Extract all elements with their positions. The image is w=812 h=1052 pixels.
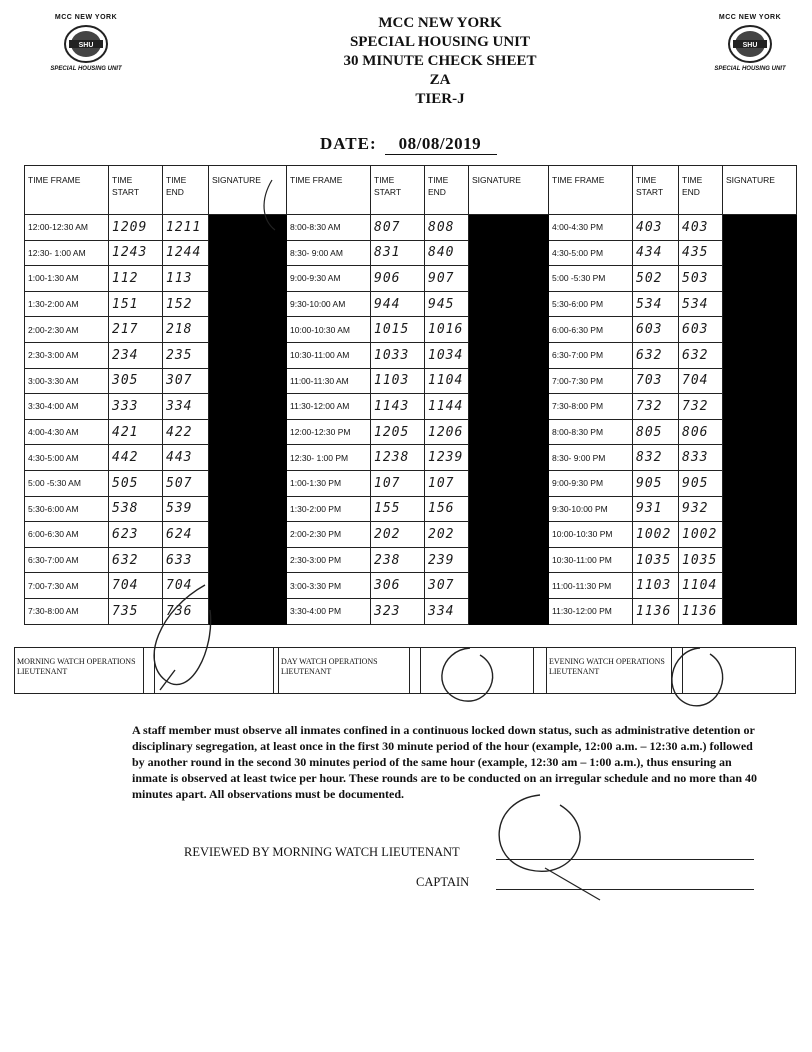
time-frame-cell: 5:00 -5:30 AM — [25, 470, 109, 496]
date-value: 08/08/2019 — [385, 134, 497, 155]
header-line-institution: MCC NEW YORK — [378, 15, 502, 31]
signature-redacted-cell[interactable] — [723, 394, 797, 420]
time-end-cell[interactable]: 534 — [679, 291, 723, 317]
time-end-cell[interactable]: 239 — [425, 547, 469, 573]
time-start-cell[interactable]: 1015 — [371, 317, 425, 343]
time-end-cell[interactable]: 152 — [163, 291, 209, 317]
time-frame-cell: 6:30-7:00 AM — [25, 547, 109, 573]
signature-redacted-cell[interactable] — [723, 266, 797, 292]
table-header-row — [25, 166, 797, 215]
time-start-cell[interactable]: 323 — [371, 598, 425, 624]
signature-redacted-cell[interactable] — [209, 266, 287, 292]
time-end-cell[interactable]: 808 — [425, 215, 469, 241]
time-start-cell[interactable]: 505 — [109, 470, 163, 496]
time-start-cell[interactable]: 502 — [633, 266, 679, 292]
time-frame-cell: 3:30-4:00 PM — [287, 598, 371, 624]
time-frame-cell: 6:00-6:30 PM — [549, 317, 633, 343]
time-start-cell[interactable]: 238 — [371, 547, 425, 573]
signature-redacted-cell[interactable] — [469, 317, 549, 343]
header-line-zone: ZA — [429, 72, 451, 88]
col-time-end: TIME END — [163, 166, 209, 215]
signature-redacted-cell[interactable] — [469, 470, 549, 496]
time-end-cell[interactable]: 840 — [425, 240, 469, 266]
time-end-cell[interactable]: 1035 — [679, 547, 723, 573]
check-sheet-table — [24, 165, 797, 625]
signature-redacted-cell[interactable] — [469, 240, 549, 266]
time-end-cell[interactable]: 218 — [163, 317, 209, 343]
time-end-cell[interactable]: 1144 — [425, 394, 469, 420]
time-end-cell[interactable]: 603 — [679, 317, 723, 343]
time-start-cell[interactable]: 1002 — [633, 522, 679, 548]
divider — [672, 648, 683, 693]
time-end-cell[interactable]: 202 — [425, 522, 469, 548]
table-row — [25, 266, 797, 292]
signature-redacted-cell[interactable] — [209, 522, 287, 548]
time-end-cell[interactable]: 1034 — [425, 342, 469, 368]
time-frame-cell: 3:00-3:30 PM — [287, 573, 371, 599]
time-frame-cell: 7:30-8:00 PM — [549, 394, 633, 420]
signature-redacted-cell[interactable] — [469, 215, 549, 241]
table-row — [25, 445, 797, 471]
time-start-cell[interactable]: 442 — [109, 445, 163, 471]
time-end-cell[interactable]: 736 — [163, 598, 209, 624]
logo-top-text: MCC NEW YORK — [54, 14, 118, 21]
time-frame-cell: 2:30-3:00 PM — [287, 547, 371, 573]
col-time-start: TIME START — [633, 166, 679, 215]
signature-redacted-cell[interactable] — [209, 291, 287, 317]
time-start-cell[interactable]: 807 — [371, 215, 425, 241]
signature-redacted-cell[interactable] — [723, 573, 797, 599]
signature-redacted-cell[interactable] — [209, 598, 287, 624]
time-end-cell[interactable]: 732 — [679, 394, 723, 420]
logo-left — [36, 14, 136, 72]
time-frame-cell: 8:30- 9:00 AM — [287, 240, 371, 266]
time-start-cell[interactable]: 234 — [109, 342, 163, 368]
signature-redacted-cell[interactable] — [469, 496, 549, 522]
time-start-cell[interactable]: 305 — [109, 368, 163, 394]
time-end-cell[interactable]: 932 — [679, 496, 723, 522]
time-end-cell[interactable]: 422 — [163, 419, 209, 445]
time-end-cell[interactable]: 1239 — [425, 445, 469, 471]
signature-redacted-cell[interactable] — [209, 419, 287, 445]
time-start-cell[interactable]: 202 — [371, 522, 425, 548]
col-time-start: TIME START — [109, 166, 163, 215]
signature-redacted-cell[interactable] — [469, 394, 549, 420]
time-frame-cell: 1:00-1:30 AM — [25, 266, 109, 292]
time-end-cell[interactable]: 403 — [679, 215, 723, 241]
time-frame-cell: 11:00-11:30 PM — [549, 573, 633, 599]
time-frame-cell: 12:30- 1:00 PM — [287, 445, 371, 471]
time-start-cell[interactable]: 1205 — [371, 419, 425, 445]
time-frame-cell: 1:30-2:00 PM — [287, 496, 371, 522]
evening-watch-label-cell — [547, 648, 672, 693]
header-line-tier: TIER-J — [415, 91, 465, 107]
review-captain-label: CAPTAIN — [416, 875, 470, 889]
time-frame-cell: 11:30-12:00 AM — [287, 394, 371, 420]
signature-redacted-cell[interactable] — [723, 598, 797, 624]
col-time-frame: TIME FRAME — [287, 166, 371, 215]
time-start-cell[interactable]: 107 — [371, 470, 425, 496]
time-frame-cell: 9:00-9:30 PM — [549, 470, 633, 496]
signature-redacted-cell[interactable] — [209, 317, 287, 343]
time-frame-cell: 4:00-4:30 AM — [25, 419, 109, 445]
table-row — [25, 598, 797, 624]
time-frame-cell: 8:00-8:30 AM — [287, 215, 371, 241]
evening-watch-signature[interactable] — [683, 648, 795, 693]
table-row — [25, 240, 797, 266]
time-start-cell[interactable]: 831 — [371, 240, 425, 266]
table-row — [25, 394, 797, 420]
signature-redacted-cell[interactable] — [723, 445, 797, 471]
signature-redacted-cell[interactable] — [209, 368, 287, 394]
time-frame-cell: 6:30-7:00 PM — [549, 342, 633, 368]
signature-redacted-cell[interactable] — [723, 547, 797, 573]
time-frame-cell: 10:00-10:30 PM — [549, 522, 633, 548]
table-row — [25, 573, 797, 599]
time-frame-cell: 5:00 -5:30 PM — [549, 266, 633, 292]
time-start-cell[interactable]: 905 — [633, 470, 679, 496]
time-end-cell[interactable]: 235 — [163, 342, 209, 368]
time-frame-cell: 8:30- 9:00 PM — [549, 445, 633, 471]
table-row — [25, 368, 797, 394]
table-row — [25, 496, 797, 522]
time-frame-cell: 5:30-6:00 AM — [25, 496, 109, 522]
signature-redacted-cell[interactable] — [209, 496, 287, 522]
time-frame-cell: 2:00-2:30 AM — [25, 317, 109, 343]
time-start-cell[interactable]: 1238 — [371, 445, 425, 471]
time-frame-cell: 7:30-8:00 AM — [25, 598, 109, 624]
time-start-cell[interactable]: 732 — [633, 394, 679, 420]
signature-redacted-cell[interactable] — [723, 496, 797, 522]
time-frame-cell: 3:00-3:30 AM — [25, 368, 109, 394]
logo-bottom-text: SPECIAL HOUSING UNIT — [50, 66, 122, 72]
signature-redacted-cell[interactable] — [723, 317, 797, 343]
signature-redacted-cell[interactable] — [723, 291, 797, 317]
table-row — [25, 291, 797, 317]
time-start-cell[interactable]: 151 — [109, 291, 163, 317]
time-frame-cell: 9:30-10:00 AM — [287, 291, 371, 317]
signature-redacted-cell[interactable] — [209, 445, 287, 471]
time-frame-cell: 10:30-11:00 AM — [287, 342, 371, 368]
time-end-cell[interactable]: 633 — [163, 547, 209, 573]
time-start-cell[interactable]: 1209 — [109, 215, 163, 241]
time-frame-cell: 6:00-6:30 AM — [25, 522, 109, 548]
time-start-cell[interactable]: 534 — [633, 291, 679, 317]
time-end-cell[interactable]: 443 — [163, 445, 209, 471]
time-start-cell[interactable]: 421 — [109, 419, 163, 445]
instructions-paragraph: A staff member must observe all inmates confined in a continuous locked down status, such as administrative detention or disciplinary segregation, at least once in the first 30 minute period of the hour (example, 12:00 a.m. – 12:30 a.m.) followed by another round in the second 30 minutes period of the same hour (example, 12:30 am – 1:00 a.m.), thus ensuring an inmate is observed at least twice per hour. These rounds are to be conducted on an irregular schedule and no more than 40 minutes apart. All observations must be documented. — [132, 723, 758, 801]
table-row — [25, 547, 797, 573]
table-row — [25, 470, 797, 496]
time-end-cell[interactable]: 806 — [679, 419, 723, 445]
time-end-cell[interactable]: 704 — [163, 573, 209, 599]
col-signature: SIGNATURE — [723, 166, 797, 215]
time-frame-cell: 1:00-1:30 PM — [287, 470, 371, 496]
time-start-cell[interactable]: 1033 — [371, 342, 425, 368]
time-end-cell[interactable]: 905 — [679, 470, 723, 496]
time-start-cell[interactable]: 704 — [109, 573, 163, 599]
time-start-cell[interactable]: 603 — [633, 317, 679, 343]
time-frame-cell: 12:00-12:30 PM — [287, 419, 371, 445]
evening-watch-label: EVENING WATCH OPERATIONS LIEUTENANT — [549, 657, 665, 676]
time-start-cell[interactable]: 623 — [109, 522, 163, 548]
svg-text:SHU: SHU — [78, 42, 94, 49]
signature-redacted-cell[interactable] — [723, 215, 797, 241]
signature-redacted-cell[interactable] — [209, 240, 287, 266]
table-row — [25, 522, 797, 548]
col-time-frame: TIME FRAME — [549, 166, 633, 215]
signature-redacted-cell[interactable] — [469, 291, 549, 317]
signature-redacted-cell[interactable] — [469, 573, 549, 599]
time-start-cell[interactable]: 1103 — [371, 368, 425, 394]
time-end-cell[interactable]: 1016 — [425, 317, 469, 343]
time-frame-cell: 9:00-9:30 AM — [287, 266, 371, 292]
col-signature: SIGNATURE — [209, 166, 287, 215]
morning-watch-signature[interactable] — [155, 648, 274, 693]
signature-redacted-cell[interactable] — [209, 547, 287, 573]
time-end-cell[interactable]: 539 — [163, 496, 209, 522]
time-frame-cell: 10:30-11:00 PM — [549, 547, 633, 573]
signature-redacted-cell[interactable] — [723, 522, 797, 548]
document-header — [250, 14, 630, 109]
review-lieutenant-label: REVIEWED BY MORNING WATCH LIEUTENANT — [184, 845, 460, 859]
signature-redacted-cell[interactable] — [723, 342, 797, 368]
time-start-cell[interactable]: 906 — [371, 266, 425, 292]
time-end-cell[interactable]: 507 — [163, 470, 209, 496]
header-line-unit: SPECIAL HOUSING UNIT — [349, 34, 531, 50]
divider — [534, 648, 547, 693]
morning-watch-label-cell — [15, 648, 144, 693]
time-frame-cell: 12:30- 1:00 AM — [25, 240, 109, 266]
time-start-cell[interactable]: 1103 — [633, 573, 679, 599]
signature-redacted-cell[interactable] — [469, 342, 549, 368]
time-start-cell[interactable]: 832 — [633, 445, 679, 471]
signature-redacted-cell[interactable] — [209, 215, 287, 241]
time-frame-cell: 1:30-2:00 AM — [25, 291, 109, 317]
time-end-cell[interactable]: 907 — [425, 266, 469, 292]
signature-redacted-cell[interactable] — [723, 240, 797, 266]
time-frame-cell: 2:00-2:30 PM — [287, 522, 371, 548]
time-start-cell[interactable]: 217 — [109, 317, 163, 343]
time-frame-cell: 9:30-10:00 PM — [549, 496, 633, 522]
divider — [144, 648, 155, 693]
signature-redacted-cell[interactable] — [469, 547, 549, 573]
time-start-cell[interactable]: 735 — [109, 598, 163, 624]
date-label: DATE: — [320, 134, 377, 153]
time-end-cell[interactable]: 435 — [679, 240, 723, 266]
time-frame-cell: 12:00-12:30 AM — [25, 215, 109, 241]
col-time-start: TIME START — [371, 166, 425, 215]
table-row — [25, 215, 797, 241]
time-start-cell[interactable]: 1136 — [633, 598, 679, 624]
time-frame-cell: 4:30-5:00 PM — [549, 240, 633, 266]
time-end-cell[interactable]: 307 — [163, 368, 209, 394]
time-end-cell[interactable]: 1244 — [163, 240, 209, 266]
date-line — [320, 134, 497, 155]
time-frame-cell: 10:00-10:30 AM — [287, 317, 371, 343]
table-row — [25, 342, 797, 368]
time-end-cell[interactable]: 334 — [425, 598, 469, 624]
signature-redacted-cell[interactable] — [469, 368, 549, 394]
time-start-cell[interactable]: 632 — [109, 547, 163, 573]
time-start-cell[interactable]: 703 — [633, 368, 679, 394]
time-frame-cell: 4:00-4:30 PM — [549, 215, 633, 241]
signature-redacted-cell[interactable] — [209, 573, 287, 599]
signature-redacted-cell[interactable] — [469, 266, 549, 292]
col-signature: SIGNATURE — [469, 166, 549, 215]
time-start-cell[interactable]: 931 — [633, 496, 679, 522]
time-end-cell[interactable]: 1104 — [425, 368, 469, 394]
time-end-cell[interactable]: 624 — [163, 522, 209, 548]
signature-redacted-cell[interactable] — [723, 368, 797, 394]
signature-redacted-cell[interactable] — [209, 394, 287, 420]
time-end-cell[interactable]: 1136 — [679, 598, 723, 624]
signature-redacted-cell[interactable] — [469, 598, 549, 624]
time-end-cell[interactable]: 704 — [679, 368, 723, 394]
logo-bottom-text: SPECIAL HOUSING UNIT — [714, 66, 786, 72]
time-end-cell[interactable]: 1206 — [425, 419, 469, 445]
col-time-end: TIME END — [679, 166, 723, 215]
time-start-cell[interactable]: 1035 — [633, 547, 679, 573]
time-start-cell[interactable]: 155 — [371, 496, 425, 522]
time-frame-cell: 7:00-7:30 AM — [25, 573, 109, 599]
day-watch-label-cell — [279, 648, 410, 693]
shu-seal-icon — [727, 24, 773, 64]
logo-top-text: MCC NEW YORK — [718, 14, 782, 21]
divider — [410, 648, 421, 693]
time-end-cell[interactable]: 1002 — [679, 522, 723, 548]
time-end-cell[interactable]: 156 — [425, 496, 469, 522]
time-start-cell[interactable]: 944 — [371, 291, 425, 317]
review-lieutenant-signature-line[interactable] — [496, 859, 754, 860]
time-frame-cell: 4:30-5:00 AM — [25, 445, 109, 471]
signature-redacted-cell[interactable] — [469, 445, 549, 471]
time-end-cell[interactable]: 632 — [679, 342, 723, 368]
time-end-cell[interactable]: 113 — [163, 266, 209, 292]
time-start-cell[interactable]: 632 — [633, 342, 679, 368]
time-frame-cell: 5:30-6:00 PM — [549, 291, 633, 317]
time-end-cell[interactable]: 503 — [679, 266, 723, 292]
header-line-sheet-title: 30 MINUTE CHECK SHEET — [343, 53, 537, 69]
time-end-cell[interactable]: 107 — [425, 470, 469, 496]
time-frame-cell: 11:30-12:00 PM — [549, 598, 633, 624]
signature-redacted-cell[interactable] — [209, 470, 287, 496]
time-end-cell[interactable]: 945 — [425, 291, 469, 317]
time-start-cell[interactable]: 306 — [371, 573, 425, 599]
signature-redacted-cell[interactable] — [723, 470, 797, 496]
logo-right — [700, 14, 800, 72]
signature-redacted-cell[interactable] — [209, 342, 287, 368]
day-watch-signature[interactable] — [421, 648, 534, 693]
time-end-cell[interactable]: 1104 — [679, 573, 723, 599]
morning-watch-label: MORNING WATCH OPERATIONS LIEUTENANT — [17, 657, 136, 676]
time-end-cell[interactable]: 833 — [679, 445, 723, 471]
day-watch-label: DAY WATCH OPERATIONS LIEUTENANT — [281, 657, 378, 676]
time-start-cell[interactable]: 434 — [633, 240, 679, 266]
table-row — [25, 317, 797, 343]
time-frame-cell: 2:30-3:00 AM — [25, 342, 109, 368]
col-time-end: TIME END — [425, 166, 469, 215]
time-start-cell[interactable]: 805 — [633, 419, 679, 445]
time-start-cell[interactable]: 403 — [633, 215, 679, 241]
time-start-cell[interactable]: 1243 — [109, 240, 163, 266]
col-time-frame: TIME FRAME — [25, 166, 109, 215]
svg-text:SHU: SHU — [742, 42, 758, 49]
time-end-cell[interactable]: 334 — [163, 394, 209, 420]
time-start-cell[interactable]: 538 — [109, 496, 163, 522]
signature-redacted-cell[interactable] — [469, 419, 549, 445]
time-start-cell[interactable]: 112 — [109, 266, 163, 292]
watch-signature-row — [14, 647, 796, 694]
table-row — [25, 419, 797, 445]
time-end-cell[interactable]: 1211 — [163, 215, 209, 241]
time-start-cell[interactable]: 333 — [109, 394, 163, 420]
time-frame-cell: 7:00-7:30 PM — [549, 368, 633, 394]
shu-seal-icon — [63, 24, 109, 64]
time-frame-cell: 11:00-11:30 AM — [287, 368, 371, 394]
review-captain-signature-line[interactable] — [496, 889, 754, 890]
time-frame-cell: 3:30-4:00 AM — [25, 394, 109, 420]
time-end-cell[interactable]: 307 — [425, 573, 469, 599]
time-frame-cell: 8:00-8:30 PM — [549, 419, 633, 445]
signature-redacted-cell[interactable] — [723, 419, 797, 445]
time-start-cell[interactable]: 1143 — [371, 394, 425, 420]
signature-redacted-cell[interactable] — [469, 522, 549, 548]
